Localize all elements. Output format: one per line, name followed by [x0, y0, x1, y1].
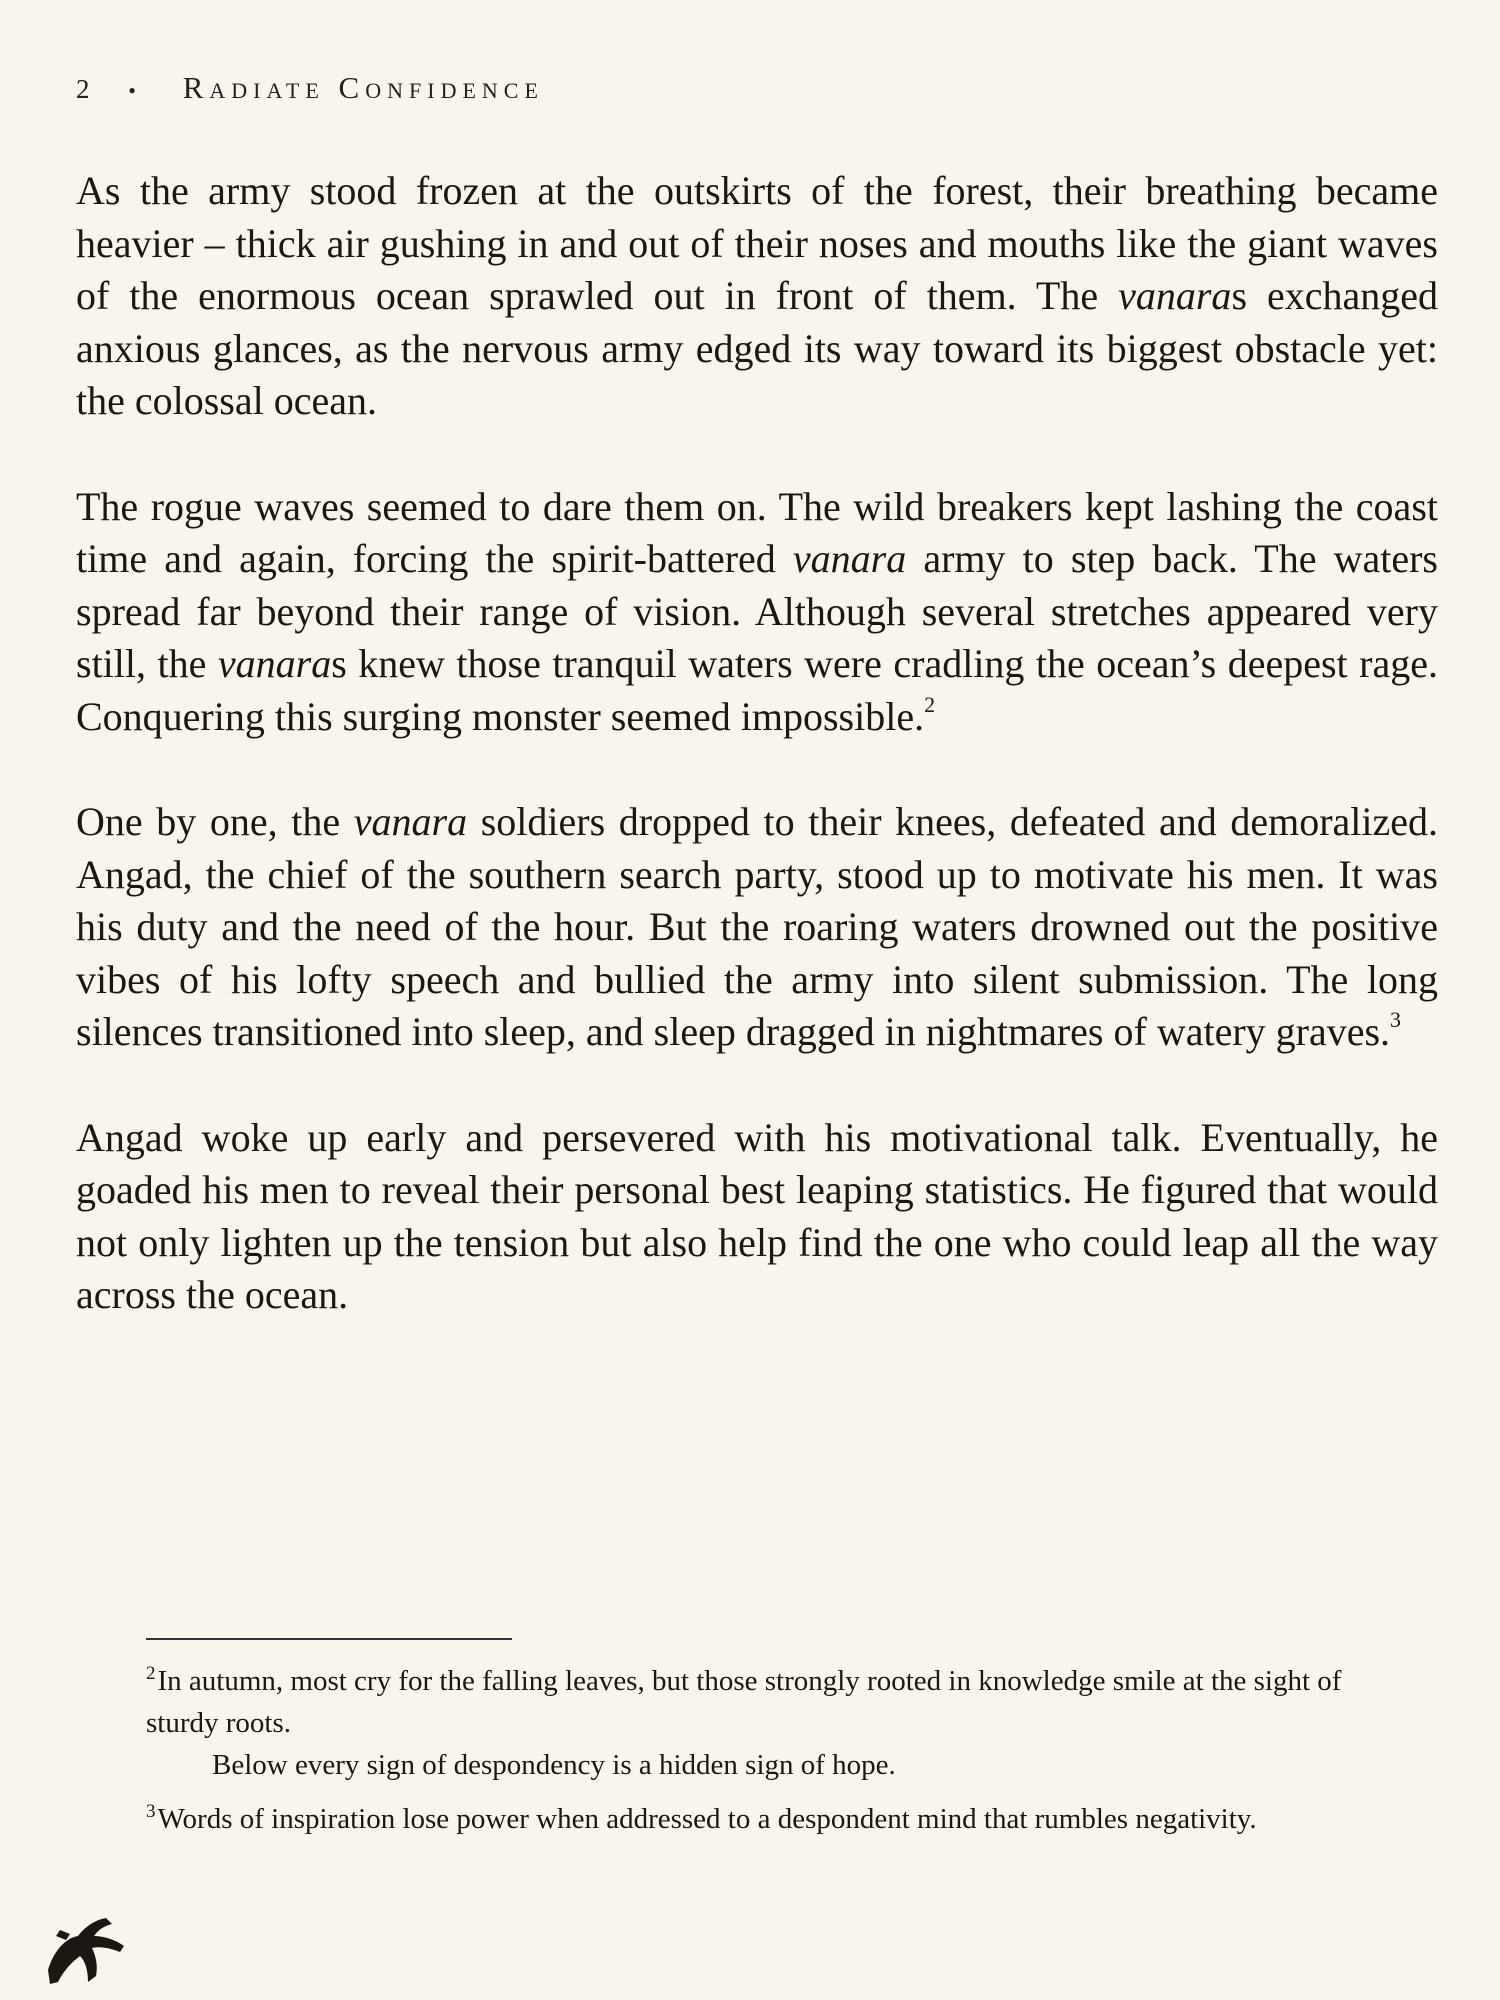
header-bullet: • — [128, 78, 139, 103]
book-title: Radiate Confidence — [182, 70, 544, 105]
paragraph-4: Angad woke up early and persevered with his motivational talk. Eventually, he goaded his men to reveal their personal best leaping statistics. He figured that would not only lighten up the tension but also help find the one who could leap all the way across the ocean. — [76, 1114, 1438, 1317]
leaping-figure-icon — [40, 1910, 130, 1990]
body-text — [76, 165, 1438, 1375]
running-header — [76, 70, 544, 106]
paragraph-3: One by one, the vanara soldiers dropped to their knees, defeated and demoralized. Angad, the chief of the southern search party, stood up to motivate his men. It was his duty and the need of the hour. But the roaring waters drowned out the positive vibes of his lofty speech and bullied the army into silent submission. The long silences transitioned into sleep, and sleep dragged in nightmares of watery graves.$^3$ — [76, 799, 1439, 1054]
page-number: 2 — [76, 74, 93, 104]
footnote-3: $^3$Words of inspiration lose power when addressed to a despondent mind that rumbles negativity. — [146, 1801, 1257, 1835]
footnote-ref-2[interactable]: 2 — [924, 691, 936, 717]
footnotes — [146, 1660, 1376, 1852]
paragraph-1: As the army stood frozen at the outskirts of the forest, their breathing became heavier – thick air gushing in and out of their noses and mouths like the giant waves of the enormous ocean sprawled out in front of them. The vanaras exchanged anxious glances, as the nervous army edged its way toward its biggest obstacle yet: the colossal ocean. — [76, 168, 1438, 423]
footnote-2: $^2$In autumn, most cry for the falling leaves, but those strongly rooted in knowledge smile at the sight of sturdy roots. Below every sign of despondency is a hidden sign of hope. — [146, 1663, 1342, 1781]
footnote-divider — [146, 1638, 512, 1640]
paragraph-2: The rogue waves seemed to dare them on. The wild breakers kept lashing the coast time and again, forcing the spirit-battered vanara army to step back. The waters spread far beyond their range of vision. Although several stretches appeared very still, the vanaras knew those tranquil waters were cradling the ocean’s deepest rage. Conquering this surging monster seemed impossible.$^2$ — [76, 483, 1439, 739]
footnote-ref-3[interactable]: 3 — [1390, 1007, 1402, 1032]
